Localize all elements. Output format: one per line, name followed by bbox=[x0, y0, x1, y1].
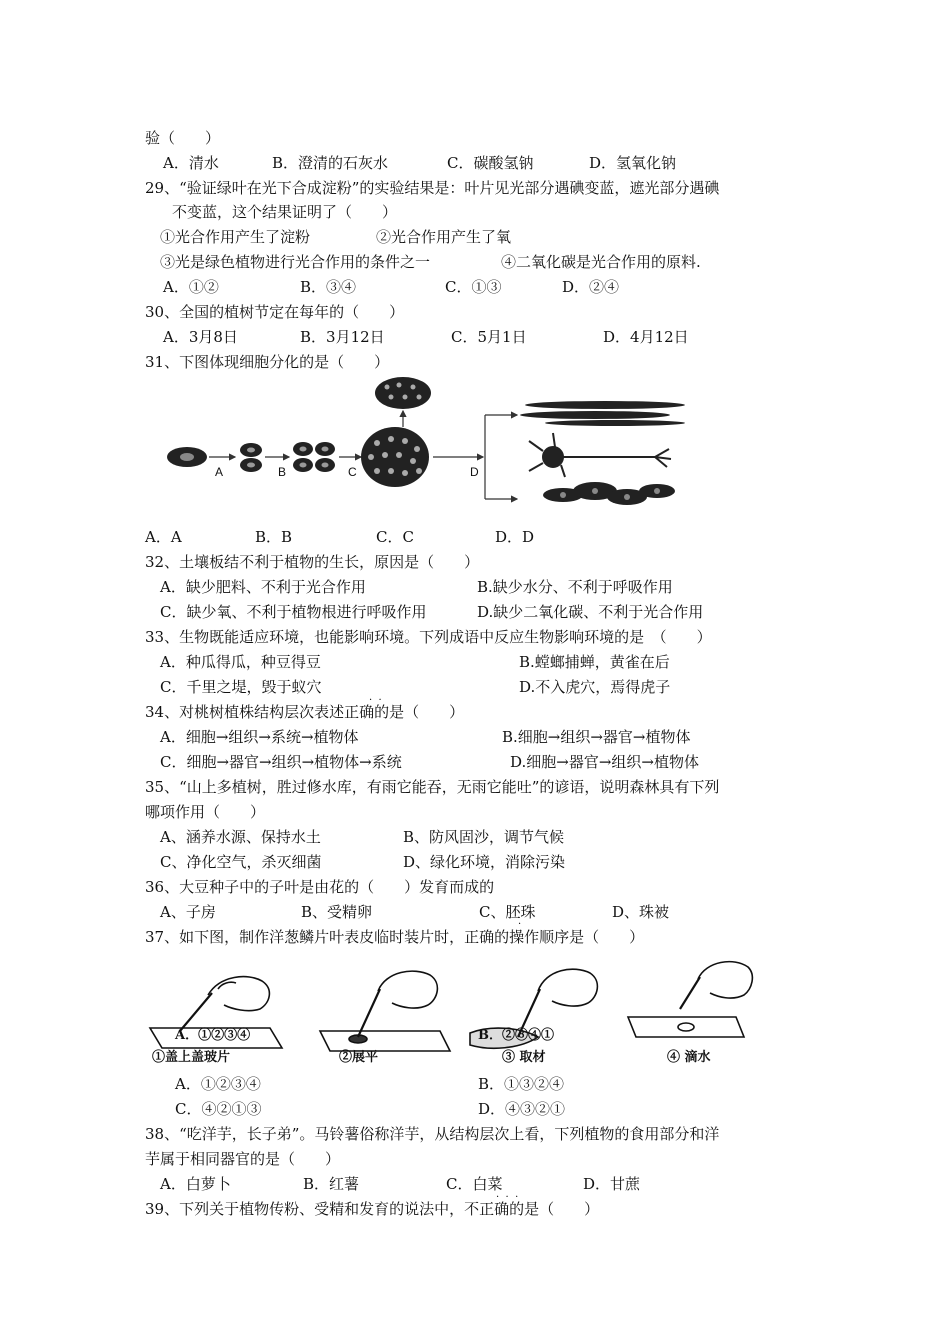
q37-option-b: B．①③②④ bbox=[478, 1075, 565, 1093]
q38-option-a: A．白萝卜 bbox=[160, 1175, 231, 1193]
cell-differentiation-figure bbox=[165, 375, 695, 515]
q37-option-d: D．④③②① bbox=[478, 1100, 566, 1118]
figure-letter-c: C bbox=[348, 465, 357, 479]
cell-cluster-top-icon bbox=[375, 377, 431, 409]
q31-stem: 31、下图体现细胞分化的是（ ） bbox=[145, 353, 390, 371]
emphasis-dots: · · · bbox=[496, 1192, 519, 1203]
q34-option-d: D.细胞→器官→组织→植物体 bbox=[510, 753, 699, 771]
figure-label-flatten: ②展平 bbox=[339, 1050, 379, 1065]
figure-label-drip-water: ④ 滴水 bbox=[667, 1050, 711, 1065]
figure-overlay-b: B．②③④① bbox=[478, 1028, 554, 1043]
q38-option-c: C．白菜 bbox=[446, 1175, 503, 1193]
q33-option-a: A．种瓜得瓜，种豆得豆 bbox=[160, 653, 321, 671]
q32-option-a: A．缺少肥料、不利于光合作用 bbox=[160, 578, 366, 596]
q38-option-d: D．甘蔗 bbox=[583, 1175, 641, 1193]
q30-stem: 30、全国的植树节定在每年的（ ） bbox=[145, 303, 405, 321]
four-cells-icon bbox=[293, 442, 335, 472]
q28-option-c: C．碳酸氢钠 bbox=[447, 154, 534, 172]
q30-option-c: C．5月1日 bbox=[451, 328, 527, 346]
q29-statement-2: ②光合作用产生了氧 bbox=[376, 228, 512, 246]
q29-statement-1: ①光合作用产生了淀粉 bbox=[160, 228, 311, 246]
q31-option-a: A．A bbox=[145, 528, 182, 546]
q38-option-b: B．红薯 bbox=[303, 1175, 360, 1193]
q35-option-d: D、绿化环境，消除污染 bbox=[403, 853, 566, 871]
q29-option-c: C．①③ bbox=[445, 278, 502, 296]
single-cell-icon bbox=[167, 447, 207, 467]
figure-label-cover-slip: ①盖上盖玻片 bbox=[152, 1050, 231, 1065]
q28-option-b: B．澄清的石灰水 bbox=[272, 154, 389, 172]
q30-option-d: D．4月12日 bbox=[603, 328, 689, 346]
q29-stem-2: 不变蓝，这个结果证明了（ ） bbox=[172, 203, 398, 221]
q29-statement-4: ④二氧化碳是光合作用的原料. bbox=[501, 253, 701, 271]
q36-option-a: A、子房 bbox=[160, 903, 216, 921]
q29-option-d: D．②④ bbox=[562, 278, 620, 296]
q28-option-a: A．清水 bbox=[163, 154, 219, 172]
q35-stem-1: 35、“山上多植树，胜过修水库，有雨它能吞，无雨它能吐”的谚语，说明森林具有下列 bbox=[145, 778, 720, 796]
q33-option-d: D.不入虎穴，焉得虎子 bbox=[519, 678, 671, 696]
q35-stem-2: 哪项作用（ ） bbox=[145, 803, 266, 821]
q28-option-d: D．氢氧化钠 bbox=[589, 154, 677, 172]
neuron-icon bbox=[529, 433, 671, 477]
q32-stem: 32、土壤板结不利于植物的生长，原因是（ ） bbox=[145, 553, 480, 571]
q37-option-a: A．①②③④ bbox=[175, 1075, 261, 1093]
q38-stem-2: 芋属于相同器官的是（ ） bbox=[145, 1150, 341, 1168]
q30-option-a: A．3月8日 bbox=[163, 328, 238, 346]
q37-option-c: C．④②①③ bbox=[175, 1100, 262, 1118]
q34-option-c: C．细胞→器官→组织→植物体→系统 bbox=[160, 753, 402, 771]
q33-stem: 33、生物既能适应环境，也能影响环境。下列成语中反应生物影响环境的是 （ ） bbox=[145, 628, 712, 646]
q36-stem: 36、大豆种子中的子叶是由花的（ ）发育而成的 bbox=[145, 878, 495, 896]
q35-option-b: B、防风固沙，调节气候 bbox=[403, 828, 565, 846]
q29-statement-3: ③光是绿色植物进行光合作用的条件之一 bbox=[160, 253, 431, 271]
q31-option-c: C．C bbox=[376, 528, 414, 546]
q34-stem: 34、对桃树植株结构层次表述正确的是（ ） bbox=[145, 703, 465, 721]
figure-overlay-a: A．①②③④ bbox=[175, 1028, 251, 1043]
drip-water-step-icon bbox=[628, 962, 752, 1037]
q34-option-b: B.细胞→组织→器官→植物体 bbox=[502, 728, 691, 746]
figure-letter-a: A bbox=[215, 465, 224, 479]
q34-option-a: A．细胞→组织→系统→植物体 bbox=[160, 728, 359, 746]
q36-option-d: D、珠被 bbox=[612, 903, 670, 921]
two-cells-icon bbox=[240, 443, 262, 472]
q30-option-b: B．3月12日 bbox=[300, 328, 385, 346]
q32-option-c: C．缺少氧、不利于植物根进行呼吸作用 bbox=[160, 603, 427, 621]
q36-option-c: C、胚珠 bbox=[479, 903, 536, 921]
q37-stem: 37、如下图，制作洋葱鳞片叶表皮临时装片时，正确的操作顺序是（ ） bbox=[145, 928, 645, 946]
figure-letter-b: B bbox=[278, 465, 287, 479]
muscle-tissue-icon bbox=[520, 401, 685, 426]
emphasis-dot: · bbox=[518, 919, 522, 930]
figure-label-take-material: ③ 取材 bbox=[502, 1050, 546, 1065]
q29-stem-1: 29、“验证绿叶在光下合成淀粉”的实验结果是：叶片见光部分遇碘变蓝，遮光部分遇碘 bbox=[145, 179, 720, 197]
q28-stem: 验（ ） bbox=[145, 129, 221, 147]
figure-letter-d: D bbox=[470, 465, 479, 479]
q29-option-a: A．①② bbox=[163, 278, 219, 296]
q35-option-c: C、净化空气，杀灭细菌 bbox=[160, 853, 322, 871]
q38-stem-1: 38、“吃洋芋，长子弟”。马铃薯俗称洋芋，从结构层次上看，下列植物的食用部分和洋 bbox=[145, 1125, 720, 1143]
q35-option-a: A、涵养水源、保持水土 bbox=[160, 828, 321, 846]
q32-option-b: B.缺少水分、不利于呼吸作用 bbox=[477, 578, 673, 596]
q29-option-b: B．③④ bbox=[300, 278, 357, 296]
q36-option-b: B、受精卵 bbox=[301, 903, 373, 921]
q31-option-d: D．D bbox=[495, 528, 535, 546]
emphasis-dots: · · bbox=[369, 695, 382, 706]
q33-option-c: C．千里之堤，毁于蚁穴 bbox=[160, 678, 322, 696]
flatten-step-icon bbox=[320, 971, 450, 1051]
q33-option-b: B.螳螂捕蝉，黄雀在后 bbox=[519, 653, 670, 671]
q32-option-d: D.缺少二氧化碳、不利于光合作用 bbox=[477, 603, 704, 621]
q31-option-b: B．B bbox=[255, 528, 293, 546]
q39-stem: 39、下列关于植物传粉、受精和发育的说法中，不正确的是（ ） bbox=[145, 1200, 600, 1218]
